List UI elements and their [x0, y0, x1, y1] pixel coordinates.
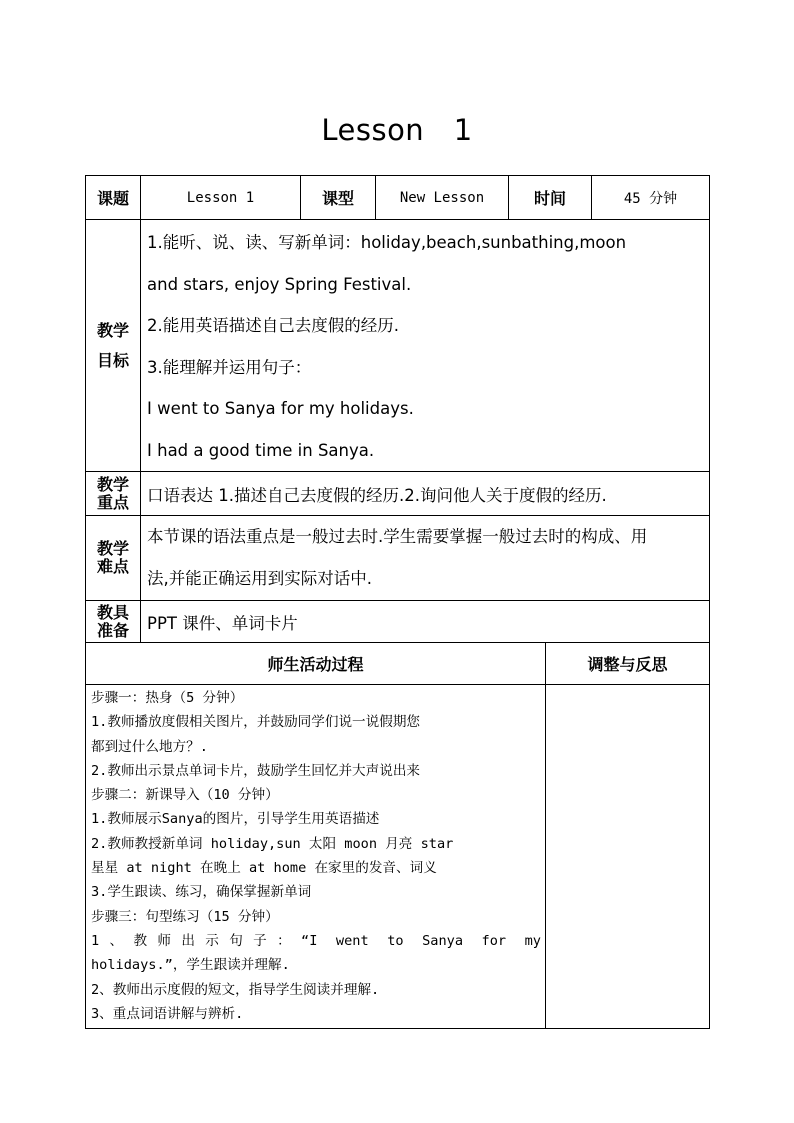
key-points-row	[86, 472, 710, 516]
objectives-label-line-2: 目标	[96, 350, 129, 370]
difficulties-content	[141, 516, 710, 601]
reflection-content	[546, 685, 710, 1029]
key-points-label	[86, 472, 141, 516]
objectives-label-line-1: 教学	[96, 320, 129, 340]
tools-label	[86, 601, 141, 643]
difficulties-label-line-1: 教学	[96, 539, 129, 558]
lesson-plan-table	[85, 175, 710, 1029]
process-line: 2.教师出示景点单词卡片，鼓励学生回忆并大声说出来	[91, 762, 421, 779]
objective-line: 3.能理解并运用句子：	[147, 357, 312, 377]
process-content	[86, 685, 546, 1029]
tools-label-line-2: 准备	[96, 620, 129, 640]
process-line: 步骤一：热身（5 分钟）	[91, 690, 244, 706]
page-title: Lesson 1	[321, 113, 473, 147]
process-line: 2.教师教授新单词 holiday,sun 太阳 moon 月亮 star	[91, 835, 454, 852]
objectives-content	[141, 220, 710, 472]
topic-label: 课题	[86, 176, 141, 220]
topic-value: Lesson 1	[141, 176, 301, 220]
difficulties-line: 本节课的语法重点是一般过去时.学生需要掌握一般过去时的构成、用	[147, 527, 648, 546]
difficulties-label-line-2: 难点	[96, 557, 129, 576]
time-label: 时间	[509, 176, 592, 220]
objective-line: I went to Sanya for my holidays.	[147, 399, 414, 418]
objective-line: 1.能听、说、读、写新单词：holiday,beach,sunbathing,moon	[147, 233, 627, 252]
type-value: New Lesson	[376, 176, 509, 220]
key-points-label-line-1: 教学	[96, 474, 129, 494]
process-line: 3.学生跟读、练习，确保掌握新单词	[91, 884, 312, 901]
tools-label-line-1: 教具	[96, 602, 129, 622]
key-points-label-line-2: 重点	[96, 492, 129, 512]
objective-line: 2.能用英语描述自己去度假的经历.	[147, 316, 399, 335]
key-points-content: 口语表达 1.描述自己去度假的经历.2.询问他人关于度假的经历.	[141, 472, 710, 516]
objectives-row	[86, 220, 710, 472]
difficulties-row	[86, 516, 710, 601]
process-row	[86, 685, 710, 1029]
process-line: 星星 at night 在晚上 at home 在家里的发音、词义	[91, 860, 437, 877]
tools-content: PPT 课件、单词卡片	[141, 601, 710, 643]
header-row	[86, 176, 710, 220]
difficulties-label	[86, 516, 141, 601]
process-line: 1、教师出示句子：“I went to Sanya for my	[91, 932, 541, 949]
process-line: 步骤三：句型练习（15 分钟）	[91, 908, 279, 925]
process-line: 1.教师播放度假相关图片，并鼓励同学们说一说假期您	[91, 714, 421, 731]
process-line: 3、重点词语讲解与辨析.	[91, 1005, 244, 1022]
time-value: 45 分钟	[592, 176, 710, 220]
tools-row	[86, 601, 710, 643]
process-line: 都到过什么地方？.	[91, 738, 208, 755]
objective-line: and stars, enjoy Spring Festival.	[147, 274, 412, 294]
objective-line: I had a good time in Sanya.	[147, 440, 375, 460]
type-label: 课型	[301, 176, 376, 220]
process-line: 1.教师展示Sanya的图片，引导学生用英语描述	[91, 811, 380, 828]
process-header-row	[86, 643, 710, 685]
process-line: 步骤二：新课导入（10 分钟）	[91, 787, 279, 804]
process-line: holidays.”，学生跟读并理解.	[91, 957, 290, 974]
objectives-label	[86, 220, 141, 472]
reflection-heading: 调整与反思	[546, 643, 710, 685]
difficulties-line: 法,并能正确运用到实际对话中.	[147, 569, 372, 588]
process-line: 2、教师出示度假的短文，指导学生阅读并理解.	[91, 981, 380, 998]
process-heading: 师生活动过程	[86, 643, 546, 685]
